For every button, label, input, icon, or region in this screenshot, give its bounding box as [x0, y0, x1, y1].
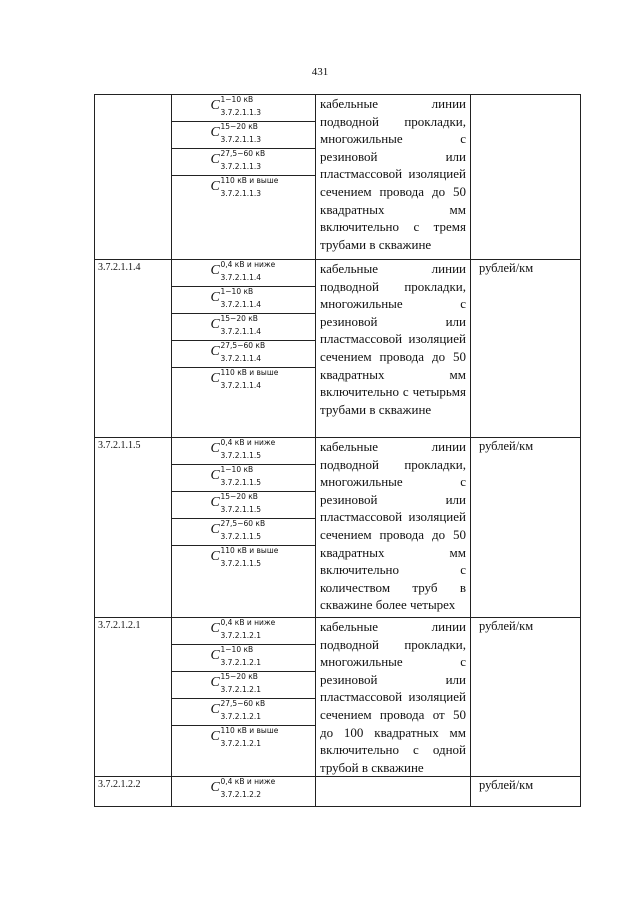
index-subscript: 3.7.2.1.2.1	[220, 685, 262, 694]
voltage-superscript: 27,5−60 кВ	[220, 149, 266, 158]
index-subscript: 3.7.2.1.2.2	[220, 790, 262, 800]
table-row	[95, 95, 581, 260]
index-subscript: 3.7.2.1.2.1	[220, 631, 262, 640]
coefficient-list	[172, 777, 315, 803]
voltage-superscript: 27,5−60 кВ	[220, 341, 266, 350]
symbol-letter: C	[210, 621, 220, 636]
voltage-superscript: 15−20 кВ	[220, 492, 258, 501]
voltage-superscript: 110 кВ и выше	[220, 176, 279, 185]
coefficient-item	[172, 341, 315, 368]
coefficient-item	[172, 519, 315, 546]
symbol-letter: C	[210, 495, 220, 510]
voltage-superscript: 0,4 кВ и ниже	[220, 438, 276, 447]
row-unit	[471, 95, 581, 260]
voltage-superscript: 1−10 кВ	[220, 287, 254, 296]
voltage-superscript: 0,4 кВ и ниже	[220, 777, 276, 787]
coefficient-cell	[172, 777, 316, 807]
index-subscript: 3.7.2.1.1.3	[220, 108, 262, 117]
coefficient-symbol	[209, 465, 279, 489]
symbol-letter: C	[210, 98, 220, 113]
coefficient-item	[172, 672, 315, 699]
coefficient-symbol	[209, 699, 279, 723]
index-subscript: 3.7.2.1.1.3	[220, 162, 262, 171]
voltage-superscript: 15−20 кВ	[220, 672, 258, 681]
coefficient-item	[172, 149, 315, 176]
symbol-letter: C	[210, 549, 220, 564]
voltage-superscript: 1−10 кВ	[220, 95, 254, 104]
symbol-letter: C	[210, 290, 220, 305]
voltage-superscript: 0,4 кВ и ниже	[220, 260, 276, 269]
symbol-letter: C	[210, 729, 220, 744]
row-description-cell	[316, 777, 471, 807]
coefficient-symbol	[209, 777, 279, 801]
coefficient-cell	[172, 95, 316, 260]
coefficient-symbol	[209, 314, 279, 338]
voltage-superscript: 1−10 кВ	[220, 645, 254, 654]
voltage-superscript: 1−10 кВ	[220, 465, 254, 474]
table-row	[95, 618, 581, 777]
index-subscript: 3.7.2.1.1.5	[220, 451, 262, 460]
symbol-letter: C	[210, 648, 220, 663]
coefficient-item	[172, 465, 315, 492]
coefficient-item	[172, 492, 315, 519]
coefficient-cell	[172, 260, 316, 438]
coefficient-symbol	[209, 726, 279, 750]
voltage-superscript: 0,4 кВ и ниже	[220, 618, 276, 627]
coefficient-symbol	[209, 618, 279, 642]
row-unit: рублей/км	[471, 777, 581, 807]
coefficient-item	[172, 95, 315, 122]
coefficient-symbol	[209, 645, 279, 669]
row-code	[95, 95, 172, 260]
voltage-superscript: 110 кВ и выше	[220, 546, 279, 555]
coefficient-list	[172, 618, 315, 761]
coefficient-list	[172, 95, 315, 211]
coefficient-list	[172, 438, 315, 581]
coefficient-symbol	[209, 341, 279, 365]
symbol-letter: C	[210, 441, 220, 456]
coefficient-item	[172, 368, 315, 403]
symbol-letter: C	[210, 675, 220, 690]
symbol-letter: C	[210, 263, 220, 278]
coefficient-list	[172, 260, 315, 403]
coefficient-item	[172, 546, 315, 581]
voltage-superscript: 110 кВ и выше	[220, 726, 279, 735]
row-code: 3.7.2.1.1.4	[95, 260, 172, 438]
table-row	[95, 777, 581, 807]
row-description: кабельные линии подводной прокладки, многожильные с резиновой или пластмассовой изоляцией сечением провода от 50 до 100 квадратных мм включительно с одной трубой в скважине	[320, 619, 466, 775]
index-subscript: 3.7.2.1.1.4	[220, 300, 262, 309]
coefficient-cell	[172, 618, 316, 777]
symbol-letter: C	[210, 125, 220, 140]
coefficient-cell	[172, 438, 316, 618]
coefficient-symbol	[209, 519, 279, 543]
index-subscript: 3.7.2.1.1.4	[220, 327, 262, 336]
symbol-letter: C	[210, 468, 220, 483]
index-subscript: 3.7.2.1.1.5	[220, 559, 262, 568]
coefficient-item	[172, 438, 315, 465]
coefficient-symbol	[209, 368, 279, 392]
voltage-superscript: 110 кВ и выше	[220, 368, 279, 377]
index-subscript: 3.7.2.1.1.4	[220, 273, 262, 282]
coefficient-symbol	[209, 176, 279, 200]
index-subscript: 3.7.2.1.1.3	[220, 189, 262, 198]
symbol-letter: C	[210, 317, 220, 332]
row-description-cell	[316, 95, 471, 260]
index-subscript: 3.7.2.1.1.5	[220, 505, 262, 514]
row-description: кабельные линии подводной прокладки, многожильные с резиновой или пластмассовой изоляцией сечением провода до 50 квадратных мм включительно с количеством труб в скважине более четырех	[320, 439, 466, 613]
coefficient-item	[172, 699, 315, 726]
index-subscript: 3.7.2.1.2.1	[220, 739, 262, 748]
symbol-letter: C	[210, 344, 220, 359]
coefficient-symbol	[209, 438, 279, 462]
table-row	[95, 260, 581, 438]
row-unit: рублей/км	[471, 438, 581, 618]
symbol-letter: C	[210, 522, 220, 537]
coefficient-item	[172, 726, 315, 761]
row-unit: рублей/км	[471, 618, 581, 777]
voltage-superscript: 27,5−60 кВ	[220, 699, 266, 708]
row-code: 3.7.2.1.1.5	[95, 438, 172, 618]
index-subscript: 3.7.2.1.1.4	[220, 381, 262, 390]
table-row	[95, 438, 581, 618]
coefficient-item	[172, 287, 315, 314]
row-description-cell	[316, 260, 471, 438]
coefficient-item	[172, 176, 315, 211]
row-description: кабельные линии подводной прокладки, многожильные с резиновой или пластмассовой изоляцией сечением провода до 50 квадратных мм включительно с тремя трубами в скважине	[320, 96, 466, 252]
coefficient-symbol	[209, 492, 279, 516]
coefficient-item	[172, 314, 315, 341]
symbol-letter: C	[210, 780, 220, 796]
index-subscript: 3.7.2.1.2.1	[220, 658, 262, 667]
row-description-cell	[316, 618, 471, 777]
coefficient-item	[172, 618, 315, 645]
coefficient-item	[172, 122, 315, 149]
index-subscript: 3.7.2.1.1.3	[220, 135, 262, 144]
row-description: кабельные линии подводной прокладки, многожильные с резиновой или пластмассовой изоляцией сечением провода до 50 квадратных мм включительно с четырьмя трубами в скважине	[320, 261, 466, 417]
symbol-letter: C	[210, 702, 220, 717]
row-unit: рублей/км	[471, 260, 581, 438]
index-subscript: 3.7.2.1.1.5	[220, 478, 262, 487]
symbol-letter: C	[210, 179, 220, 194]
voltage-superscript: 15−20 кВ	[220, 122, 258, 131]
tariff-table	[94, 94, 581, 807]
coefficient-symbol	[209, 672, 279, 696]
coefficient-symbol	[209, 122, 279, 146]
symbol-letter: C	[210, 152, 220, 167]
row-code: 3.7.2.1.2.1	[95, 618, 172, 777]
coefficient-symbol	[209, 149, 279, 173]
index-subscript: 3.7.2.1.1.5	[220, 532, 262, 541]
symbol-letter: C	[210, 371, 220, 386]
coefficient-item	[172, 645, 315, 672]
voltage-superscript: 15−20 кВ	[220, 314, 258, 323]
coefficient-symbol	[209, 260, 279, 284]
coefficient-item	[172, 777, 315, 803]
index-subscript: 3.7.2.1.2.1	[220, 712, 262, 721]
coefficient-symbol	[209, 95, 279, 119]
coefficient-item	[172, 260, 315, 287]
page-number: 431	[311, 66, 329, 78]
coefficient-symbol	[209, 546, 279, 570]
row-code: 3.7.2.1.2.2	[95, 777, 172, 807]
row-description-cell	[316, 438, 471, 618]
coefficient-symbol	[209, 287, 279, 311]
voltage-superscript: 27,5−60 кВ	[220, 519, 266, 528]
index-subscript: 3.7.2.1.1.4	[220, 354, 262, 363]
